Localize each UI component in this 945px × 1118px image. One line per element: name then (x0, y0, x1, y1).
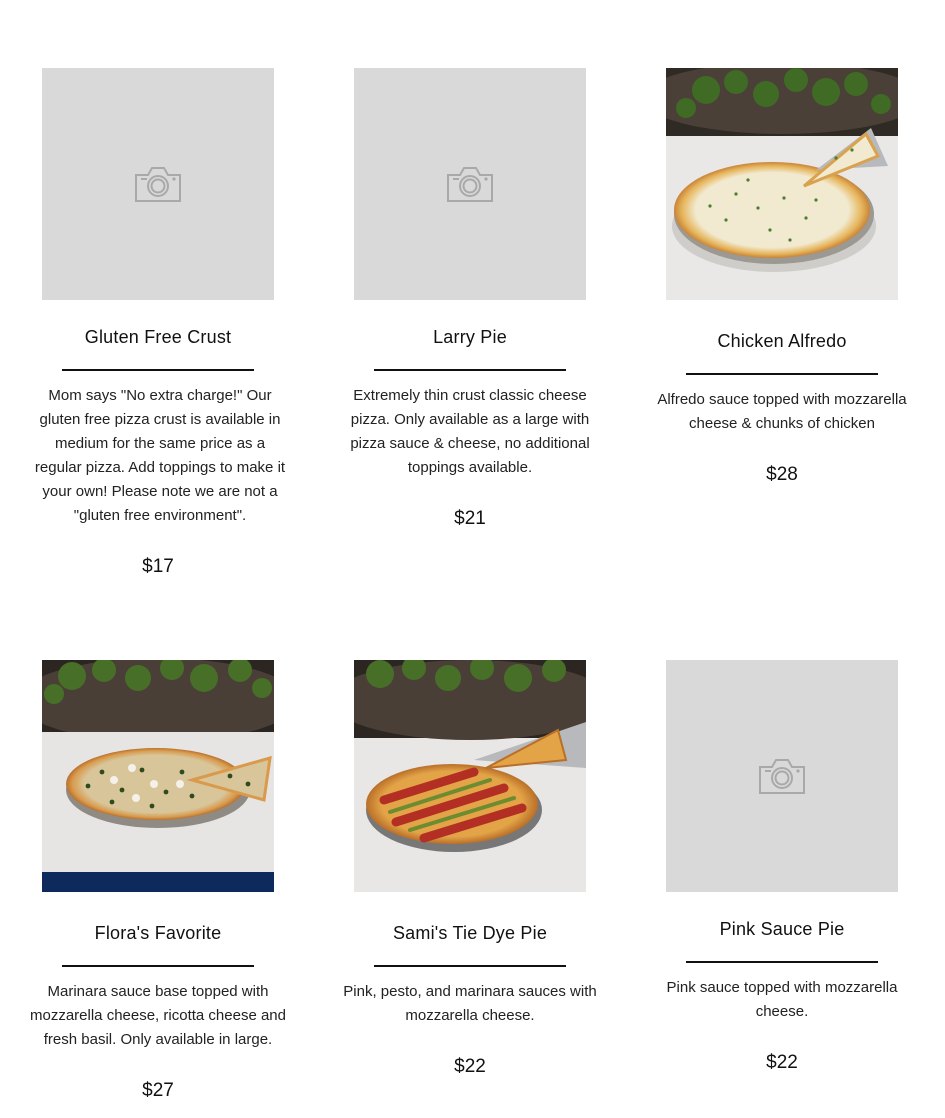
camera-icon (445, 164, 495, 204)
menu-item-price: $28 (766, 464, 798, 485)
divider (62, 965, 254, 967)
divider (374, 965, 566, 967)
menu-item-description: Pink, pesto, and marinara sauces with mozzarella cheese. (343, 983, 597, 1024)
menu-item-card[interactable] (28, 660, 288, 1110)
menu-item-description: Pink sauce topped with mozzarella cheese. (666, 979, 898, 1020)
menu-item-description: Extremely thin crust classic cheese pizza. Only available as a large with pizza sauce & cheese, no additional toppings available. (350, 387, 590, 476)
menu-item-card[interactable] (340, 660, 600, 1090)
divider (686, 373, 878, 375)
camera-icon (133, 164, 183, 204)
menu-item-price: $27 (142, 1080, 174, 1101)
camera-icon (757, 756, 807, 796)
menu-item-name: Larry Pie (433, 327, 507, 347)
divider (62, 369, 254, 371)
image-placeholder (354, 68, 586, 300)
menu-item-price: $17 (142, 556, 174, 577)
menu-item-card[interactable] (652, 660, 912, 1090)
menu-item-description: Mom says "No extra charge!" Our gluten free pizza crust is available in medium for the same price as a regular pizza. Add toppings to make it your own! Please note we are not a "gluten free environment". (34, 387, 286, 524)
menu-item-price: $22 (766, 1052, 798, 1073)
menu-item-image[interactable] (42, 68, 274, 300)
menu-item-description: Alfredo sauce topped with mozzarella cheese & chunks of chicken (657, 391, 907, 432)
tie-dye-pizza-photo (354, 660, 586, 892)
menu-item-image[interactable] (666, 68, 898, 300)
menu-item-price: $21 (454, 508, 486, 529)
menu-item-card[interactable] (340, 68, 600, 548)
divider (686, 961, 878, 963)
menu-item-name: Gluten Free Crust (84, 327, 232, 347)
menu-item-price: $22 (454, 1056, 486, 1077)
menu-item-image[interactable] (354, 68, 586, 300)
menu-item-description: Marinara sauce base topped with mozzarella cheese, ricotta cheese and fresh basil. Only available in large. (30, 983, 286, 1048)
divider (374, 369, 566, 371)
white-pizza-photo (666, 68, 898, 300)
menu-item-card[interactable] (652, 68, 912, 508)
menu-item-image[interactable] (666, 660, 898, 892)
menu-item-name: Pink Sauce Pie (719, 919, 845, 939)
menu-item-name: Sami's Tie Dye Pie (392, 923, 548, 943)
menu-item-name: Chicken Alfredo (717, 331, 847, 351)
menu-item-image[interactable] (354, 660, 586, 892)
herb-pizza-photo (42, 660, 274, 892)
menu-item-name: Flora's Favorite (94, 923, 222, 943)
menu-item-card[interactable] (28, 68, 288, 588)
image-placeholder (42, 68, 274, 300)
image-placeholder (666, 660, 898, 892)
menu-item-image[interactable] (42, 660, 274, 892)
